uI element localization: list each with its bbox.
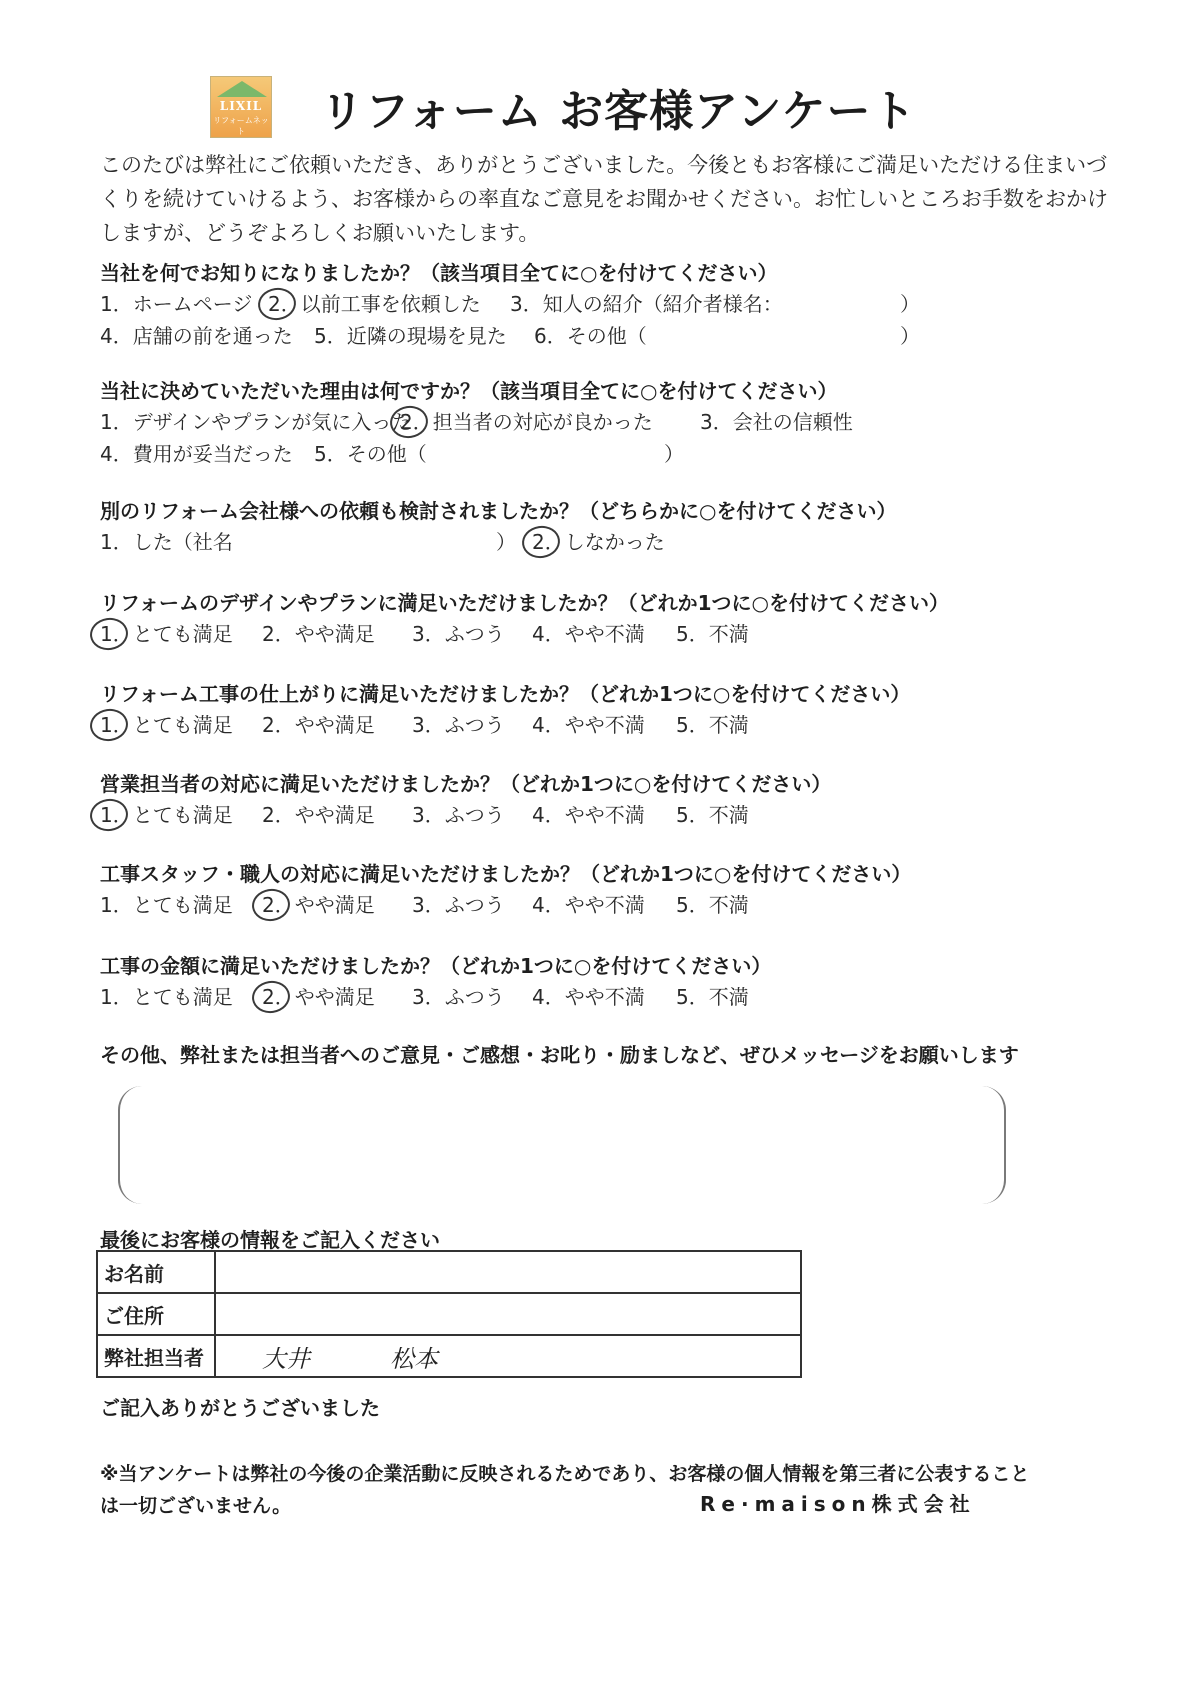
header [210,72,916,142]
q1-option-3[interactable]: 3．知人の紹介（紹介者様名： [510,292,783,316]
q4-option-5[interactable]: 5．不満 [676,622,749,646]
question-2 [100,376,1120,470]
q2-option-2[interactable]: 2．担当者の対応が良かった [400,406,653,438]
customer-info-table [96,1250,802,1378]
question-title: 工事の金額に満足いただけましたか？（どれか1つに○を付けてください） [100,954,772,978]
q4-option-2[interactable]: 2．やや満足 [262,622,375,646]
name-label: お名前 [97,1251,215,1293]
q2-option-4[interactable]: 4．費用が妥当だった [100,442,293,466]
q8-option-1[interactable]: 1．とても満足 [100,985,233,1009]
q3-option-2[interactable]: 2．しなかった [532,526,665,558]
option-row [100,618,1120,650]
question-title: リフォームのデザインやプランに満足いただけましたか？（どれか1つに○を付けてください） [100,591,949,615]
q1-option-2[interactable]: 2．以前工事を依頼した [268,288,481,320]
q6-option-1[interactable]: 1．とても満足 [100,799,233,831]
q2-option-1[interactable]: 1．デザインやプランが気に入った [100,410,412,434]
q8-option-3[interactable]: 3．ふつう [412,985,505,1009]
staff-name-1: 大井 [262,1344,310,1373]
thanks-text: ご記入ありがとうございました [100,1396,380,1420]
q7-option-4[interactable]: 4．やや不満 [532,893,645,917]
q5-option-4[interactable]: 4．やや不満 [532,713,645,737]
q5-option-3[interactable]: 3．ふつう [412,713,505,737]
question-1 [100,258,1120,352]
question-6 [100,769,1120,831]
q7-option-1[interactable]: 1．とても満足 [100,893,233,917]
option-row [100,889,1120,921]
name-field[interactable] [215,1251,801,1293]
comment-section [100,1040,1120,1070]
q7-option-3[interactable]: 3．ふつう [412,893,505,917]
lixil-logo [210,76,272,138]
q1-option-4[interactable]: 4．店舗の前を通った [100,324,293,348]
company-name: Re·maison株式会社 [700,1492,976,1516]
q4-option-4[interactable]: 4．やや不満 [532,622,645,646]
address-label: ご住所 [97,1293,215,1335]
logo-text: LIXIL [219,99,263,113]
q2-option-3[interactable]: 3．会社の信頼性 [700,410,853,434]
option-row [100,438,1120,470]
option-row [100,288,1120,320]
option-row [100,709,1120,741]
question-5 [100,679,1120,741]
question-title: 当社を何でお知りになりましたか？（該当項目全てに○を付けてください） [100,261,778,285]
question-title: 別のリフォーム会社様への依頼も検討されましたか？（どちらかに○を付けてください） [100,499,897,523]
q6-option-4[interactable]: 4．やや不満 [532,803,645,827]
address-field[interactable] [215,1293,801,1335]
q6-option-2[interactable]: 2．やや満足 [262,803,375,827]
option-row [100,981,1120,1013]
option-row [100,320,1120,352]
close-paren: ） [900,292,920,316]
q5-option-2[interactable]: 2．やや満足 [262,713,375,737]
table-row [97,1251,801,1293]
q1-option-6[interactable]: 6．その他（ [534,324,647,348]
roof-icon [217,81,267,97]
question-3 [100,496,1120,558]
q8-option-2[interactable]: 2．やや満足 [262,981,375,1013]
staff-label: 弊社担当者 [97,1335,215,1377]
logo-sub: リフォームネット [213,116,269,136]
table-row [97,1293,801,1335]
table-row [97,1335,801,1377]
option-row [100,799,1120,831]
comment-title: その他、弊社または担当者へのご意見・ご感想・お叱り・励ましなど、ぜひメッセージをお願いします [100,1043,1019,1067]
question-8 [100,951,1120,1013]
question-title: リフォーム工事の仕上がりに満足いただけましたか？（どれか1つに○を付けてください） [100,682,911,706]
close-paren: ） [496,530,516,554]
question-4 [100,588,1120,650]
info-title: 最後にお客様の情報をご記入ください [100,1228,440,1252]
q1-option-5[interactable]: 5．近隣の現場を見た [314,324,507,348]
q6-option-5[interactable]: 5．不満 [676,803,749,827]
option-row [100,406,1120,438]
q5-option-5[interactable]: 5．不満 [676,713,749,737]
comment-box[interactable] [118,1086,1006,1204]
question-title: 当社に決めていただいた理由は何ですか？（該当項目全てに○を付けてください） [100,379,838,403]
q5-option-1[interactable]: 1．とても満足 [100,709,233,741]
q7-option-5[interactable]: 5．不満 [676,893,749,917]
question-7 [100,859,1120,921]
q3-option-1[interactable]: 1．した（社名 [100,530,233,554]
close-paren: ） [664,442,684,466]
option-row [100,526,1120,558]
question-title: 工事スタッフ・職人の対応に満足いただけましたか？（どれか1つに○を付けてください） [100,862,912,886]
q7-option-2[interactable]: 2．やや満足 [262,889,375,921]
page-title: リフォーム お客様アンケート [320,86,917,137]
q6-option-3[interactable]: 3．ふつう [412,803,505,827]
q2-option-5[interactable]: 5．その他（ [314,442,427,466]
q1-option-1[interactable]: 1．ホームページ [100,292,253,316]
q4-option-3[interactable]: 3．ふつう [412,622,505,646]
privacy-notice: ※当アンケートは弊社の今後の企業活動に反映されるためであり、お客様の個人情報を第三者に公表することは一切ございません。 [100,1463,1030,1517]
question-title: 営業担当者の対応に満足いただけましたか？（どれか1つに○を付けてください） [100,772,832,796]
q8-option-5[interactable]: 5．不満 [676,985,749,1009]
intro-text: このたびは弊社にご依頼いただき、ありがとうございました。今後ともお客様にご満足いただける住まいづくりを続けていけるよう、お客様からの率直なご意見をお聞かせください。お忙しいところお手数をおかけしますが、どうぞよろしくお願いいたします。 [100,153,1108,245]
staff-field[interactable] [215,1335,801,1377]
q8-option-4[interactable]: 4．やや不満 [532,985,645,1009]
staff-name-2: 松本 [390,1344,438,1373]
close-paren: ） [900,324,920,348]
q4-option-1[interactable]: 1．とても満足 [100,618,233,650]
